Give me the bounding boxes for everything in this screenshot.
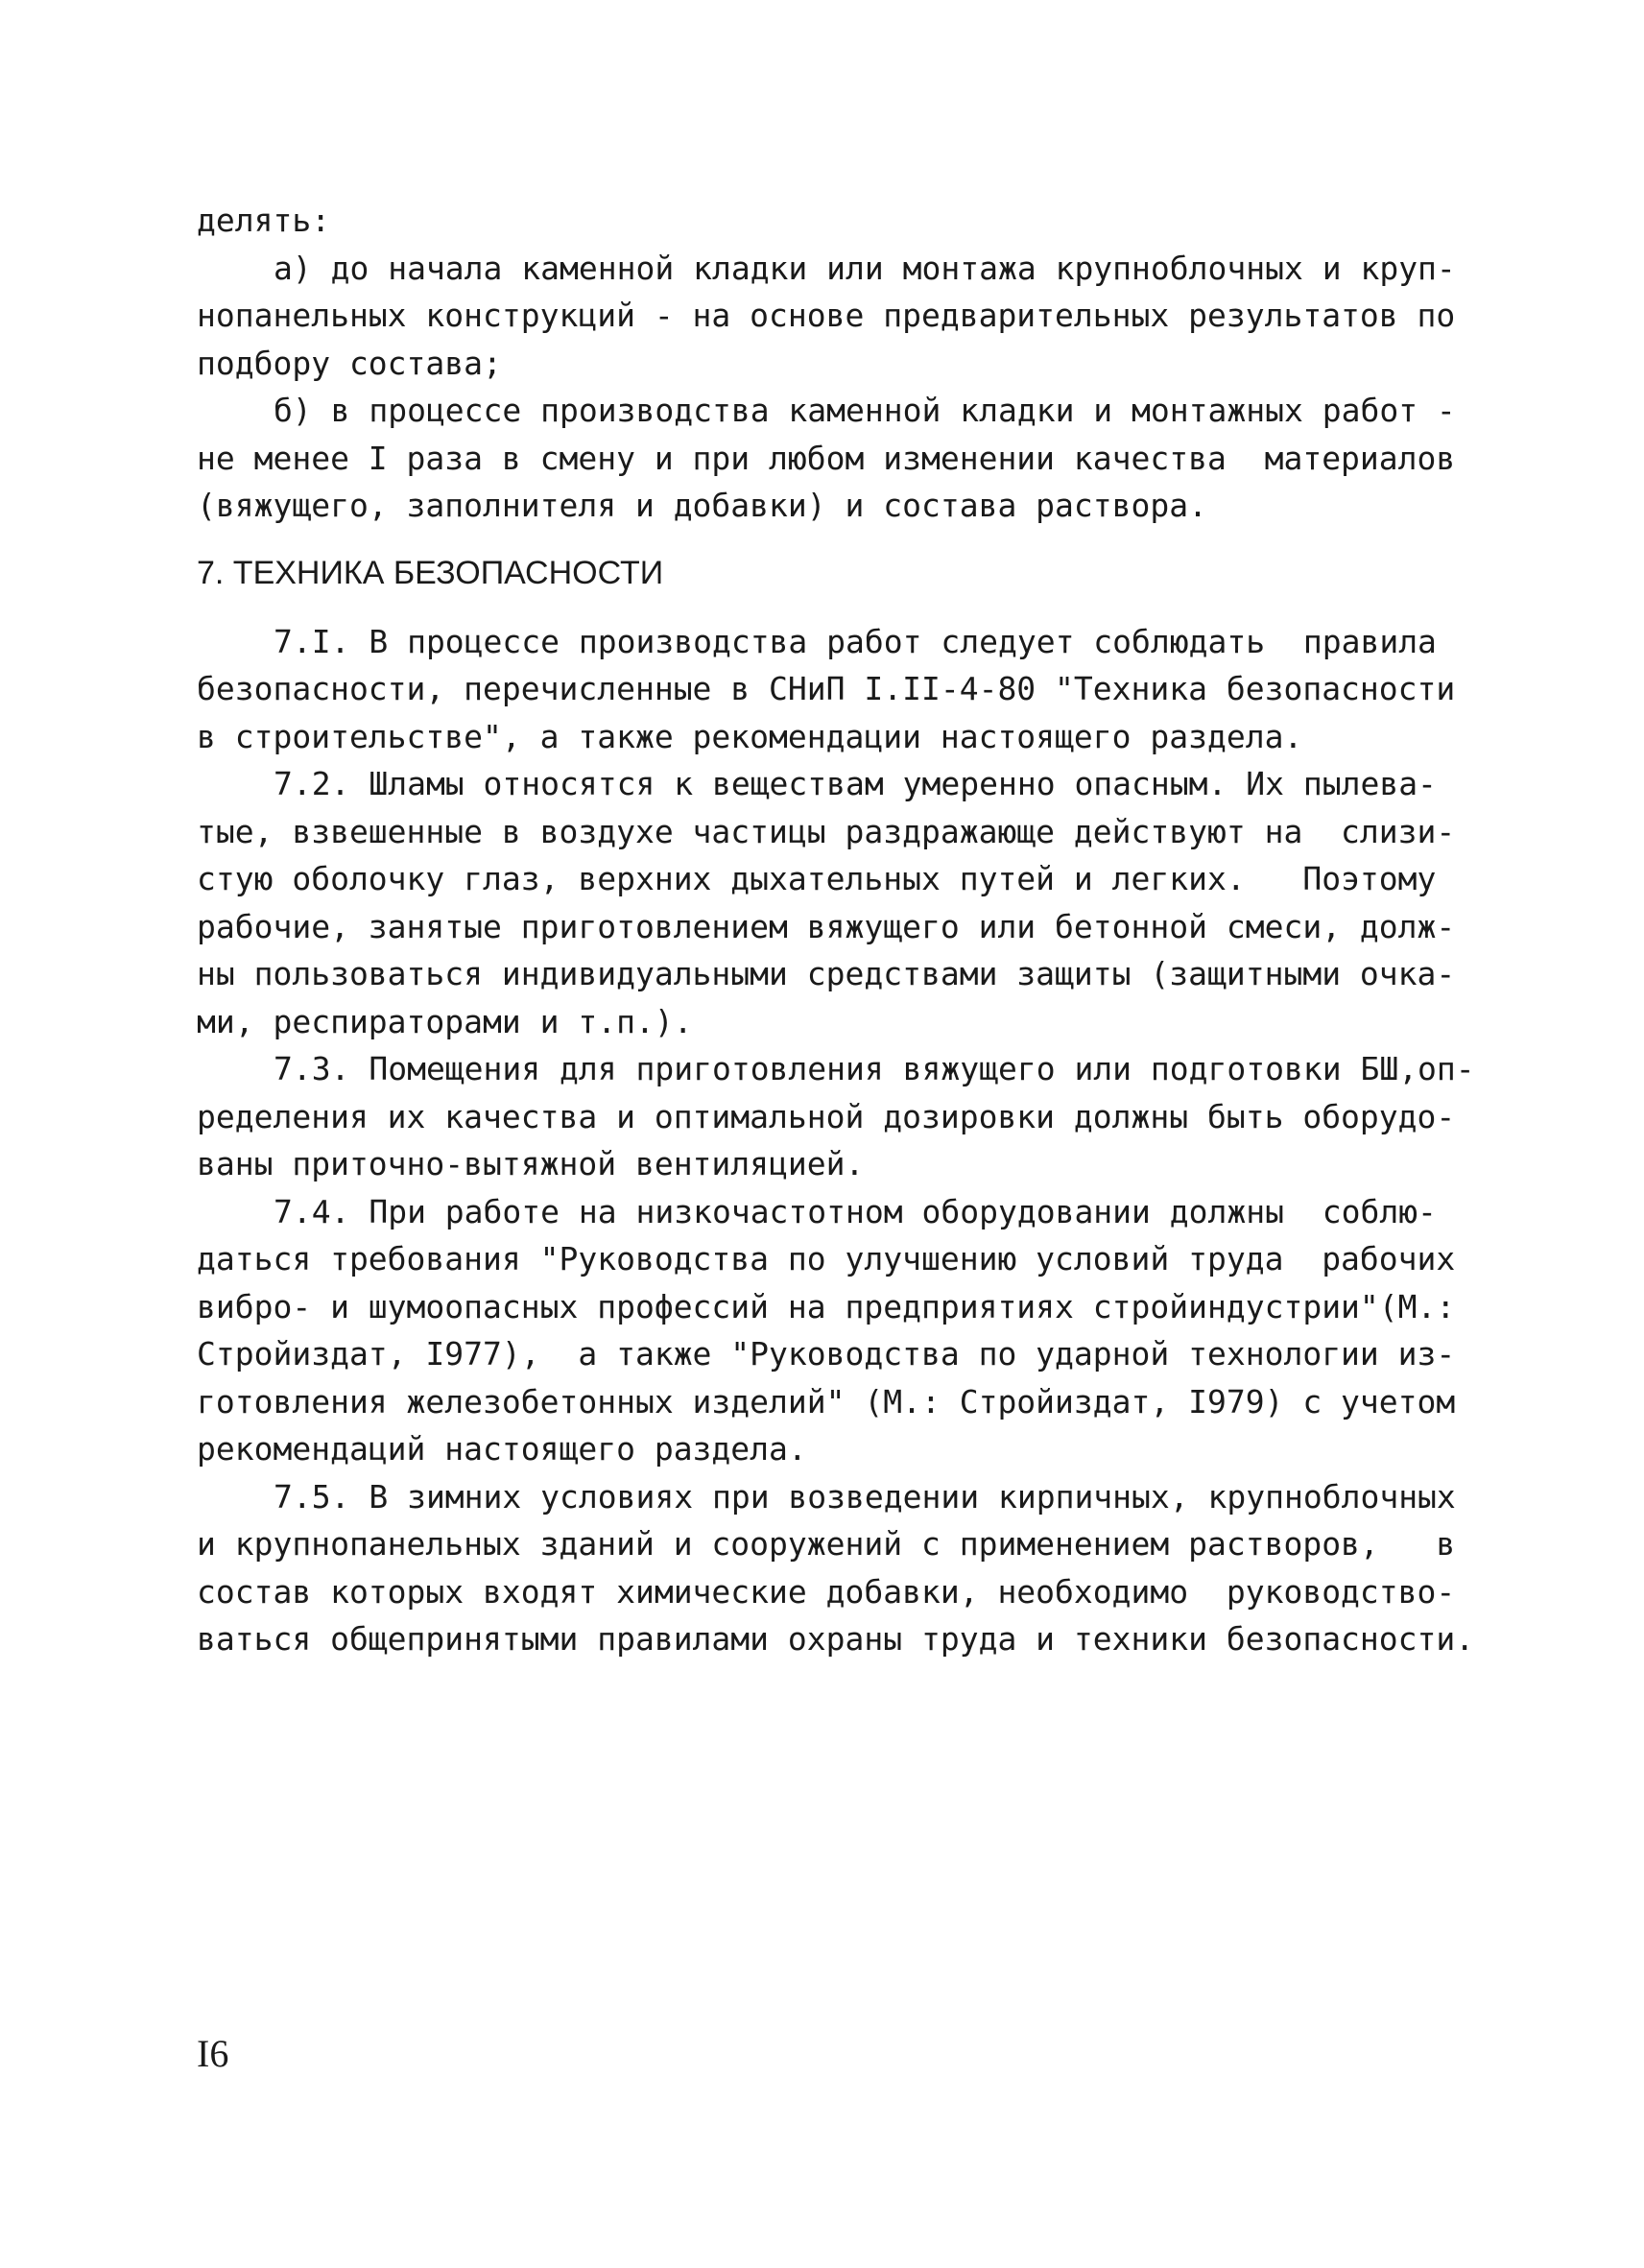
text-line: и крупнопанельных зданий и сооружений с применением растворов, в xyxy=(197,1525,1456,1563)
text-line: безопасности, перечисленные в СНиП I.II-4-80 "Техника безопасности xyxy=(197,670,1456,707)
text-line: ми, респираторами и т.п.). xyxy=(197,1002,693,1040)
text-line: не менее I раза в смену и при любом изменении качества материалов xyxy=(197,439,1456,477)
text-line: рекомендаций настоящего раздела. xyxy=(197,1430,807,1468)
text-line: тые, взвешенные в воздухе частицы раздражающе действуют на слизи- xyxy=(197,812,1456,850)
text-line: делять: xyxy=(197,202,331,239)
text-line: рабочие, занятые приготовлением вяжущего или бетонной смеси, долж- xyxy=(197,907,1456,945)
text-line: в строительстве", а также рекомендации настоящего раздела. xyxy=(197,717,1303,755)
text-line: нопанельных конструкций - на основе предварительных результатов по xyxy=(197,297,1456,334)
text-line: 7.4. При работе на низкочастотном оборудовании должны соблю- xyxy=(274,1192,1437,1230)
text-line: ны пользоваться индивидуальными средствами защиты (защитными очка- xyxy=(197,955,1456,992)
text-line: а) до начала каменной кладки или монтажа крупноблочных и круп- xyxy=(274,249,1456,287)
section-heading: 7. ТЕХНИКА БЕЗОПАСНОСТИ xyxy=(197,554,664,591)
document-page xyxy=(197,197,1475,1663)
item-a xyxy=(197,245,1464,388)
paragraph-7-2 xyxy=(197,760,1464,1045)
item-b xyxy=(197,387,1464,530)
text-line: б) в процессе производства каменной кладки и монтажных работ - xyxy=(274,392,1456,429)
page-number: I6 xyxy=(197,2032,229,2075)
text-line: ределения их качества и оптимальной дозировки должны быть оборудо- xyxy=(197,1097,1456,1135)
text-line: готовления железобетонных изделий" (М.: Стройиздат, I979) с учетом xyxy=(197,1382,1456,1420)
paragraph-7-4 xyxy=(197,1188,1464,1473)
section-heading-wrap xyxy=(197,549,1464,597)
text-line: состав которых входят химические добавки, необходимо руководство- xyxy=(197,1572,1456,1611)
text-line: 7.3. Помещения для приготовления вяжущего или подготовки БШ,оп- xyxy=(274,1050,1475,1087)
intro-block xyxy=(197,197,1464,245)
text-line: стую оболочку глаз, верхних дыхательных путей и легких. Поэтому xyxy=(197,860,1437,897)
text-line: Стройиздат, I977), а также "Руководства по ударной технологии из- xyxy=(197,1335,1456,1373)
text-line: вибро- и шумоопасных профессий на предприятиях стройиндустрии"(М.: xyxy=(197,1287,1456,1325)
paragraph-7-3 xyxy=(197,1045,1475,1188)
text-line: 7.I. В процессе производства работ следует соблюдать правила xyxy=(274,622,1437,660)
text-line: ваны приточно-вытяжной вентиляцией. xyxy=(197,1145,865,1182)
text-line: (вяжущего, заполнителя и добавки) и состава раствора. xyxy=(197,487,1207,524)
text-line: подбору состава; xyxy=(197,344,502,382)
text-line: ваться общепринятыми правилами охраны труда и техники безопасности. xyxy=(197,1620,1475,1658)
text-line: 7.2. Шламы относятся к веществам умеренно опасным. Их пылева- xyxy=(274,765,1437,802)
text-line: 7.5. В зимних условиях при возведении кирпичных, крупноблочных xyxy=(274,1477,1456,1516)
text-line: даться требования "Руководства по улучшению условий труда рабочих xyxy=(197,1240,1456,1277)
paragraph-7-1 xyxy=(197,618,1464,761)
paragraph-7-5 xyxy=(197,1473,1475,1663)
